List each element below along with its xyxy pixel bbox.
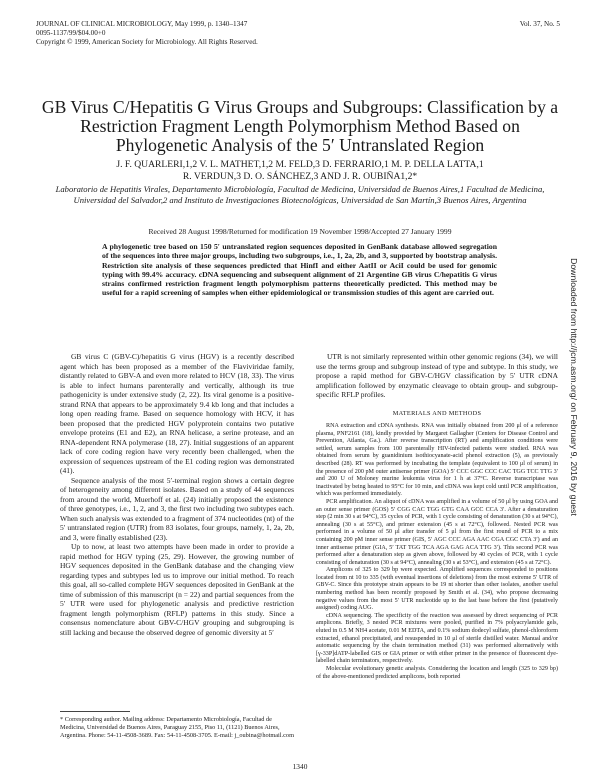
author-line-2: R. VERDUN,3 D. O. SÁNCHEZ,3 AND J. R. OUBIÑA1,2*	[182, 171, 418, 182]
intro-paragraph-1: GB virus C (GBV-C)/hepatitis G virus (HGV) is a recently described agent which has been proposed as a member of the Flaviviridae family, distantly related to GBV-A and even more related to HCV (18, 33). The virus is able to infect humans parenterally and vertically, although its true pathogenicity is under extensive study (2, 22). Its viral genome is a positive-strand RNA that appears to be approximately 9.4 kb long and that includes a long open reading frame. Based on sequence homology with HCV, it has been proposed that the predicted HGV polyprotein contains two putative envelope proteins (E1 and E2), an RNA helicase, a serine protease, and an RNA-dependent RNA polymerase (18, 27). Initial suggestions of an apparent lack of core coding region have very recently been challenged, when the expression of sequences upstream of the E1 coding region was demonstrated (41).	[60, 352, 294, 475]
left-column	[60, 352, 294, 637]
page-number: 1340	[292, 762, 308, 771]
download-watermark	[566, 230, 582, 550]
journal-citation: JOURNAL OF CLINICAL MICROBIOLOGY, May 1999, p. 1340–1347	[36, 20, 248, 28]
methods-cdna-sequencing: cDNA sequencing. The specificity of the reaction was assessed by direct sequencing of PCR amplicons. Briefly, 3 nested PCR mixtures were pooled, purified in 7% polyacrylamide gels, eluted in 0.5 M NH4 acetate, 0.01 M EDTA, and 0.1% sodium dodecyl sulfate, phenol-chloroform extracted, ethanol precipitated, and resuspended in 10 μl of sterile distilled water. Manual and/or automatic sequencing by the chain termination method (31) was performed alternatively with [γ-33P]dATP-labelled GIS or GIA primer or with either primer in the presence of fluorescent dye-labelled chain terminators, respectively.	[316, 612, 558, 665]
footnote-divider	[60, 711, 130, 712]
methods-rna-extraction: RNA extraction and cDNA synthesis. RNA was initially obtained from 200 μl of a reference plasma, PNF2161 (18), kindly provided by Margaret Gallagher (Centers for Disease Control and Prevention, Atlanta, Ga.). After reverse transcription (RT) and amplification conditions were settled, serum samples from 100 parenterally HIV-infected patients were studied. RNA was obtained from serum by guanidinium isothiocyanate-acid phenol extraction (5), as previously described (28). RT was performed by incubating the template (equivalent to 100 μl of serum) in the presence of 200 pM outer antisense primer (GOA) 5′ CCC GGC CCC CAC TGG TCC TTG 3′ and 200 U of Moloney murine leukemia virus for 1 h at 37°C. Reverse transcriptase was inactivated by being heated to 95°C for 10 min, and cDNA was kept cold until PCR amplification, which was performed immediately.	[316, 423, 558, 498]
abstract: A phylogenetic tree based on 150 5′ untranslated region sequences deposited in GenBank database allowed segregation of the sequences into three major groups, including two subgroups, i.e., 1, 2a, 2b, and 3, supported by bootstrap analysis. Restriction site analysis of these sequences predicted that HinfI and either AatII or AciI could be used for genomic typing with 99.4% accuracy. cDNA sequencing and subsequent alignment of 21 Argentine GB virus C/hepatitis G virus strains confirmed restriction fragment length polymorphism patterns theoretically predicted. This method may be useful for a rapid screening of samples when either epidemiological or transmission studies of this agent are carried out.	[102, 242, 497, 298]
volume-number: Vol. 37, No. 5	[519, 20, 560, 28]
methods-pcr-amplification: PCR amplification. An aliquot of cDNA was amplified in a volume of 50 μl by using GOA and an outer sense primer (GOS) 5′ CGG CAC TGG GTG CAA GCC CCA 3′. After a denaturation step (2 min 30 s at 94°C), 35 cycles of PCR, with 1 cycle consisting of denaturation (30 s at 94°C), annealing (30 s at 55°C), and primer extension (45 s at 72°C), followed. Nested PCR was performed in a volume of 50 μl after transfer of 5 μl from the first round of PCR to a mix containing 200 pM inner sense primer (GIS, 5′ AGC CCC AGA AAC CGA CGC CTA 3′) and an inner antisense primer (GIA, 5′ TAT TGG TCA AGA GAG ACA TTG 3′). This second PCR was performed after a denaturation step as given above, followed by 40 cycles of PCR, with 1 cycle consisting of denaturation (30 s at 94°C), annealing (30 s at 53°C), and extension (45 s at 72°C).	[316, 498, 558, 566]
corresponding-author-footnote: * Corresponding author. Mailing address: Departamento Microbiología, Facultad de Medicina, Universidad de Buenos Aires, Paraguay 2155, Piso 11, (1121) Buenos Aires, Argentina. Phone: 54-11-4508-3689. Fax: 54-11-4508-3705. E-mail: j_oubina@hotmail.com	[60, 716, 294, 739]
methods-amplicons: Amplicons of 325 to 329 bp were expected. Amplified sequences corresponded to positions located from nt 10 to 335 (with eventual insertions of deletions) from the most extreme 5′ UTR of GBV-C. Since this prototype strain appears to be 19 nt shorter than other isolates, another useful numbering method has been recently proposed by Smith et al. (34), who propose decreasing negative values from the most 5′ UTR nucleotide up to the last base before the first (putatively assigned) coding AUG.	[316, 567, 558, 612]
author-affiliations: Laboratorio de Hepatitis Virales, Departamento Microbiología, Facultad de Medicina, Universidad de Buenos Aires,1 Facultad de Medicina, Universidad del Salvador,2 and Instituto de Investigaciones Biotecnológicas, Universidad de San Martín,3 Buenos Aires, Argentina	[55, 184, 545, 205]
methods-text	[316, 423, 558, 681]
article-title: GB Virus C/Hepatitis G Virus Groups and Subgroups: Classification by a Restriction Fragment Length Polymorphism Method Based on Phylogenetic Analysis of the 5′ Untranslated Region	[41, 97, 559, 155]
intro-paragraph-3: Up to now, at least two attempts have been made in order to provide a rapid method for HGV typing (25, 29). However, the growing number of HGV sequences deposited in the GenBank database and the changing view regarding types and subtypes led us to improve our initial method. To reach this goal, all so-called complete HGV sequences deposited in GenBank at the time of submission of this manuscript (n = 22) and partial sequences from the 5′ UTR were used for phylogenetic analysis and predictive restriction fragment length polymorphism (RFLP) patterns in this study. Since a consensus nomenclature about GBV-C/HGV grouping and subgrouping is still lacking and because the observed degree of genomic diversity at 5′	[60, 542, 294, 637]
right-column	[316, 352, 558, 681]
journal-header	[36, 20, 336, 47]
author-line-1: J. F. QUARLERI,1,2 V. L. MATHET,1,2 M. FELD,3 D. FERRARIO,1 M. P. DELLA LATTA,1	[116, 159, 484, 170]
methods-phylogenetic-analysis: Molecular evolutionary genetic analysis. Considering the location and length (325 to 329 bp) of the above-mentioned predicted amplicons, both reported	[316, 666, 558, 680]
section-heading-methods: MATERIALS AND METHODS	[392, 409, 482, 417]
author-list	[40, 159, 560, 183]
download-watermark-text: Downloaded from http://jcm.asm.org/ on February 9, 2016 by guest	[569, 258, 579, 516]
journal-issn: 0095-1137/99/$04.00+0	[36, 29, 106, 37]
intro-paragraph-2: Sequence analysis of the most 5′-terminal region shows a certain degree of heterogeneity among different isolates. Based on a study of 44 sequences from around the world, Muerhoff et al. (24) initially proposed the existence of three genotypes, i.e., 1, 2, and 3, the first two including two subtypes each. When such analysis was extended to a fragment of 374 nucleotides (nt) of the 5′ untranslated region (UTR) from 83 isolates, four groups, namely, 1, 2a, 2b, and 3, were finally established (23).	[60, 475, 294, 542]
received-dates: Received 28 August 1998/Returned for modification 19 November 1998/Accepted 27 January 1999	[148, 227, 452, 236]
intro-paragraph-4: UTR is not similarly represented within other genomic regions (34), we will use the terms group and subgroup instead of type and subtype. In this study, we propose a rapid method for GBV-C/HGV classification by 5′ UTR cDNA amplification followed by enzymatic cleavage to obtain group- and subgroup-specific RFLP profiles.	[316, 352, 558, 399]
copyright-line: Copyright © 1999, American Society for Microbiology. All Rights Reserved.	[36, 38, 258, 46]
